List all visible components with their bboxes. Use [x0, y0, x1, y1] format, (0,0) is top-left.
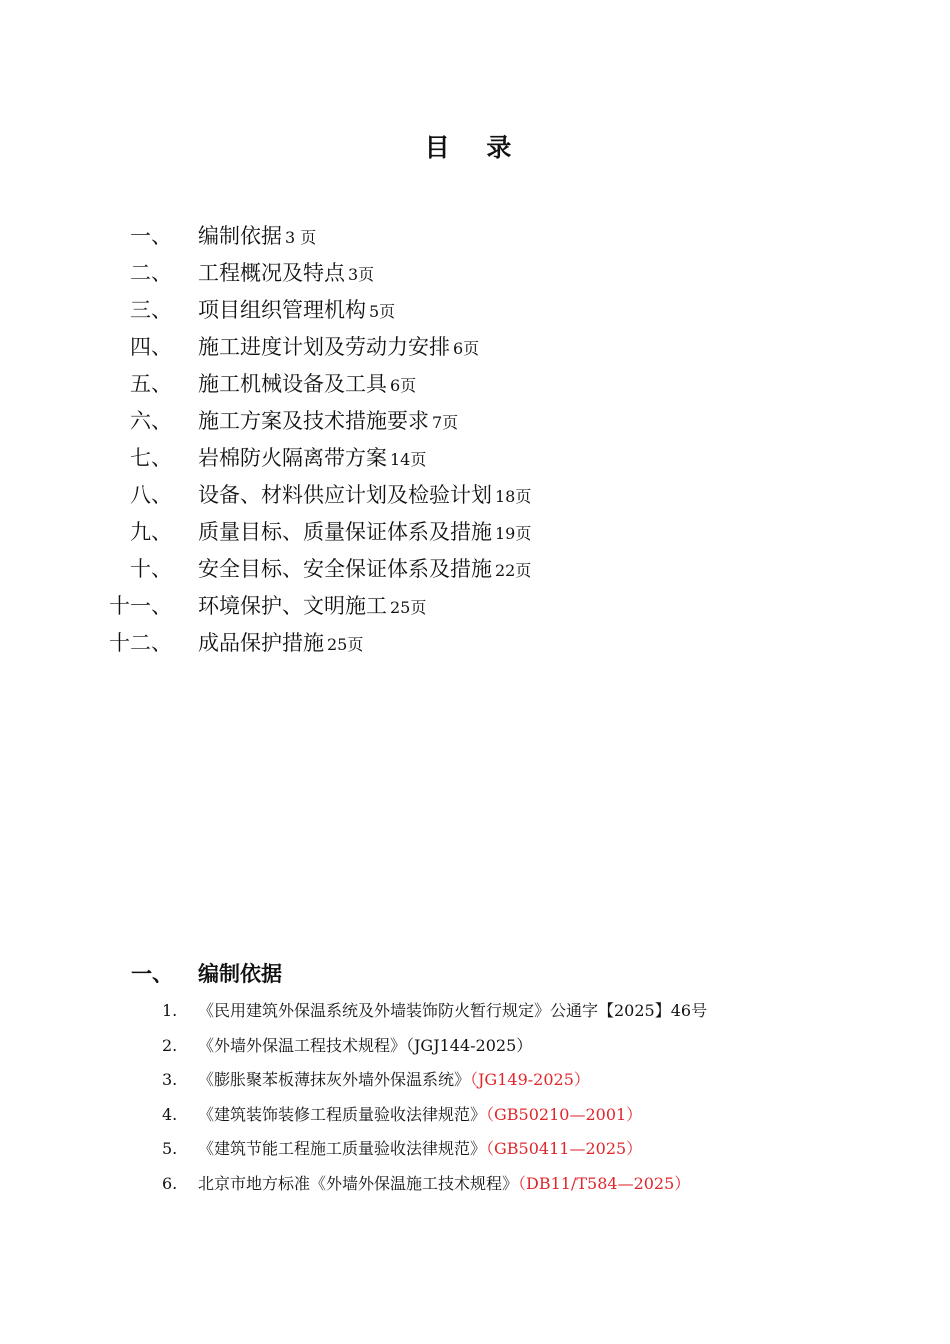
- reference-code: （GB50210—2001）: [486, 1104, 643, 1124]
- toc-item-label: 项目组织管理机构: [198, 298, 366, 322]
- toc-item-page: 3 页: [285, 228, 317, 247]
- toc-item-page: 14页: [390, 450, 427, 469]
- reference-number: 4.: [162, 1104, 178, 1124]
- toc-item: [0, 551, 950, 588]
- toc-item-number: 六、: [130, 409, 172, 433]
- toc-title: 目 录: [424, 133, 526, 162]
- toc-item: [0, 514, 950, 551]
- reference-number: 3.: [162, 1070, 178, 1089]
- reference-text: 《建筑节能工程施工质量验收法律规范》: [198, 1139, 487, 1158]
- reference-number: 1.: [162, 1001, 178, 1020]
- toc-item: [0, 440, 950, 477]
- section-title: 编制依据: [198, 962, 282, 986]
- toc-item-page: 7页: [432, 413, 459, 432]
- toc-list: [0, 218, 950, 662]
- toc-item-label: 工程概况及特点: [198, 261, 345, 285]
- toc-item-page: 19页: [495, 524, 532, 543]
- toc-item: [0, 218, 950, 255]
- toc-item-label: 成品保护措施: [198, 631, 324, 655]
- toc-item-page: 18页: [495, 487, 532, 506]
- toc-item-page: 6页: [453, 339, 480, 358]
- reference-text: 《建筑装饰装修工程质量验收法律规范》: [198, 1104, 487, 1124]
- toc-item-number: 七、: [130, 446, 172, 470]
- reference-text: 《外墙外保温工程技术规程》（JGJ144-2025）: [198, 1035, 533, 1055]
- reference-list: [0, 994, 950, 1201]
- toc-item-number: 三、: [130, 298, 172, 322]
- toc-item-label: 质量目标、质量保证体系及措施: [198, 520, 492, 544]
- toc-item-label: 编制依据: [198, 224, 282, 248]
- section-heading: [0, 957, 950, 991]
- reference-text: 《民用建筑外保温系统及外墙装饰防火暂行规定》公通字【2025】46号: [198, 1001, 708, 1020]
- toc-item-page: 6页: [390, 376, 417, 395]
- reference-number: 2.: [162, 1035, 178, 1055]
- reference-item: [0, 1167, 950, 1202]
- reference-item: [0, 1063, 950, 1098]
- toc-item: [0, 625, 950, 662]
- toc-item-label: 施工进度计划及劳动力安排: [198, 335, 450, 359]
- reference-item: [0, 1132, 950, 1167]
- toc-item-label: 设备、材料供应计划及检验计划: [198, 483, 492, 507]
- toc-item-number: 一、: [130, 224, 172, 248]
- toc-item-number: 十、: [130, 557, 172, 581]
- toc-item-number: 九、: [130, 520, 172, 544]
- toc-item-page: 3页: [348, 265, 375, 284]
- reference-text: 《膨胀聚苯板薄抹灰外墙外保温系统》: [198, 1070, 471, 1089]
- toc-item: [0, 403, 950, 440]
- reference-number: 6.: [162, 1173, 178, 1193]
- toc-item-number: 四、: [130, 335, 172, 359]
- toc-item-page: 22页: [495, 561, 532, 580]
- toc-item-number: 五、: [130, 372, 172, 396]
- toc-item-number: 八、: [130, 483, 172, 507]
- reference-text: 北京市地方标准《外墙外保温施工技术规程》: [198, 1173, 519, 1193]
- reference-code: （DB11/T584—2025）: [518, 1173, 691, 1193]
- toc-item-label: 施工方案及技术措施要求: [198, 409, 429, 433]
- section-number: 一、: [131, 962, 173, 986]
- reference-number: 5.: [162, 1139, 178, 1158]
- toc-item: [0, 329, 950, 366]
- reference-item: [0, 994, 950, 1029]
- toc-item-number: 十一、: [109, 594, 172, 618]
- reference-code: （GB50411—2025）: [486, 1139, 643, 1158]
- toc-item: [0, 255, 950, 292]
- toc-item: [0, 366, 950, 403]
- toc-item-label: 环境保护、文明施工: [198, 594, 387, 618]
- toc-item: [0, 588, 950, 625]
- reference-code: （JG149-2025）: [470, 1070, 590, 1089]
- reference-item: [0, 1029, 950, 1064]
- toc-item-number: 十二、: [109, 631, 172, 655]
- toc-item-label: 岩棉防火隔离带方案: [198, 446, 387, 470]
- toc-item-page: 25页: [390, 598, 427, 617]
- toc-item: [0, 477, 950, 514]
- toc-item-page: 25页: [327, 635, 364, 654]
- toc-item-label: 施工机械设备及工具: [198, 372, 387, 396]
- toc-item-number: 二、: [130, 261, 172, 285]
- toc-item-page: 5页: [369, 302, 396, 321]
- reference-item: [0, 1098, 950, 1133]
- toc-item-label: 安全目标、安全保证体系及措施: [198, 557, 492, 581]
- toc-item: [0, 292, 950, 329]
